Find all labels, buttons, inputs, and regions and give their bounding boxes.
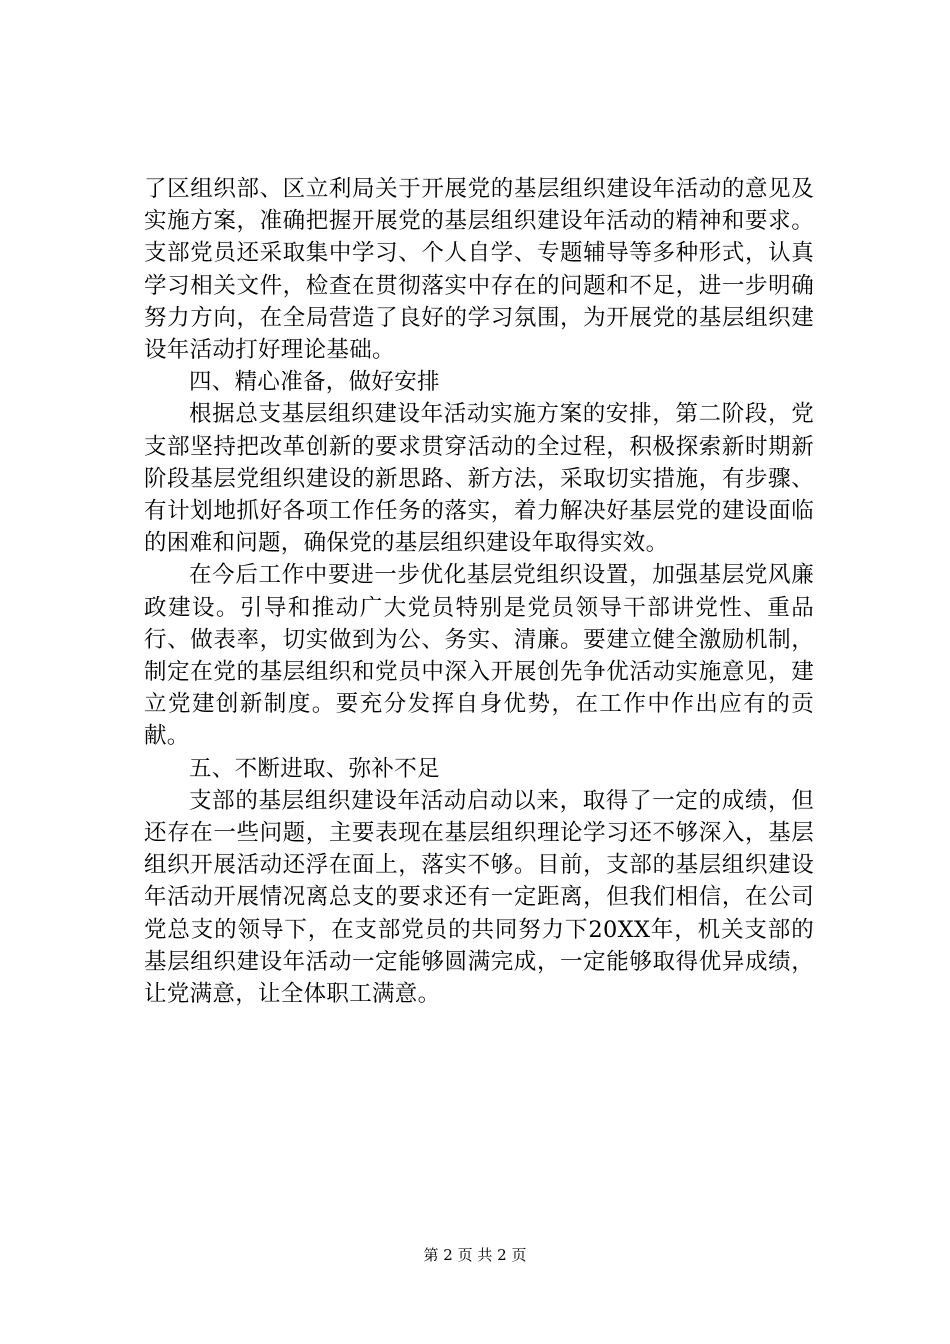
document-body xyxy=(144,173,814,1010)
body-paragraph: 在今后工作中要进一步优化基层党组织设置，加强基层党风廉政建设。引导和推动广大党员特别是党员领导干部讲党性、重品行、做表率，切实做到为公、务实、清廉。要建立健全激励机制，制定在党的基层组织和党员中深入开展创先争优活动实施意见，建立党建创新制度。要充分发挥自身优势，在工作中作出应有的贡献。 xyxy=(144,562,814,750)
section-heading-4: 四、精心准备，做好安排 xyxy=(189,369,440,396)
section-heading-5: 五、不断进取、弥补不足 xyxy=(189,755,440,782)
body-paragraph: 根据总支基层组织建设年活动实施方案的安排，第二阶段，党支部坚持把改革创新的要求贯穿活动的全过程，积极探索新时期新阶段基层党组织建设的新思路、新方法，采取切实措施，有步骤、有计划地抓好各项工作任务的落实，着力解决好基层党的建设面临的困难和问题，确保党的基层组织建设年取得实效。 xyxy=(144,401,814,557)
page-footer: 第 2 页 共 2 页 xyxy=(423,1246,527,1264)
body-paragraph: 支部的基层组织建设年活动启动以来，取得了一定的成绩，但还存在一些问题，主要表现在基层组织理论学习还不够深入，基层组织开展活动还浮在面上，落实不够。目前，支部的基层组织建设年活动开展情况离总支的要求还有一定距离，但我们相信，在公司党总支的领导下，在支部党员的共同努力下20XX年，机关支部的基层组织建设年活动一定能够圆满完成，一定能够取得优异成绩，让党满意，让全体职工满意。 xyxy=(144,787,814,1008)
body-paragraph-continuation: 了区组织部、区立利局关于开展党的基层组织建设年活动的意见及实施方案，准确把握开展党的基层组织建设年活动的精神和要求。支部党员还采取集中学习、个人自学、专题辅导等多种形式，认真学习相关文件，检查在贯彻落实中存在的问题和不足，进一步明确努力方向，在全局营造了良好的学习氛围，为开展党的基层组织建设年活动打好理论基础。 xyxy=(144,176,814,364)
